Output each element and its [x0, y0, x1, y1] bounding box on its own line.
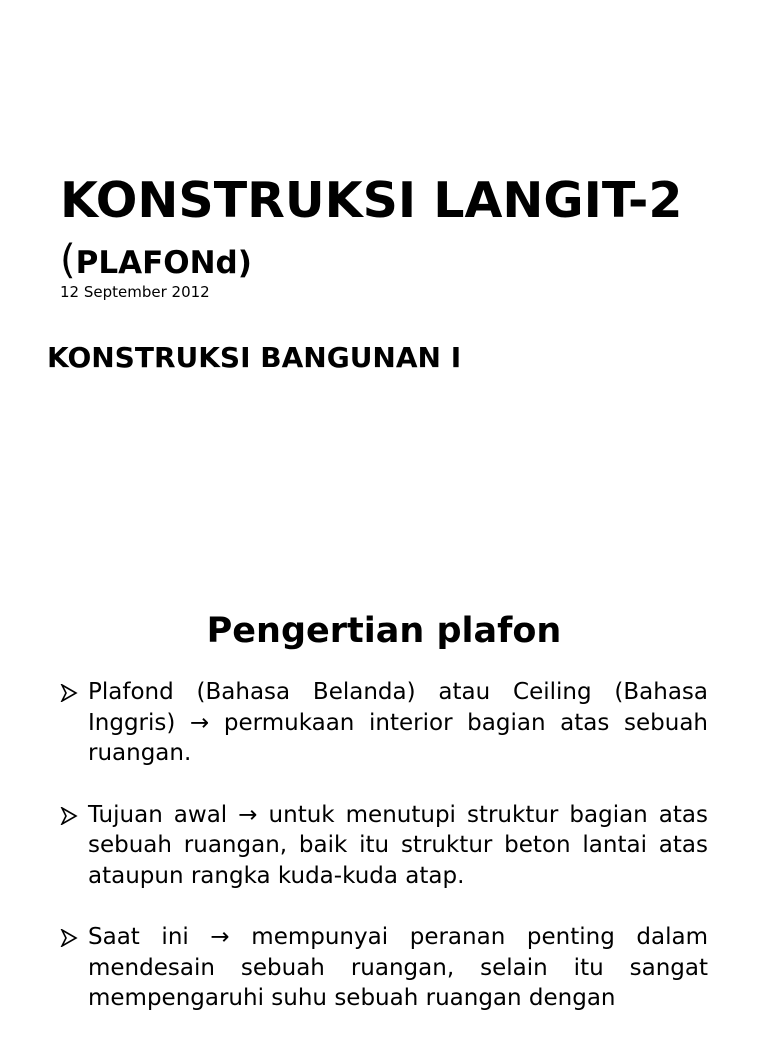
bullet-text: Tujuan awal → untuk menutupi struktur bagian atas sebuah ruangan, baik itu struktur beton lantai atas ataupun rangka kuda-kuda atap. [88, 801, 708, 889]
subtitle-text: PLAFONd) [75, 245, 252, 281]
course-name: KONSTRUKSI BANGUNAN I [47, 341, 462, 374]
arrowhead-bullet-icon [60, 807, 78, 825]
section-heading: Pengertian plafon [206, 611, 562, 651]
subtitle-open-paren: ( [60, 237, 76, 283]
slide-date: 12 September 2012 [60, 283, 210, 301]
bullet-item [60, 922, 708, 1014]
arrowhead-bullet-icon [60, 929, 78, 947]
bullet-list [60, 677, 708, 1045]
arrowhead-bullet-icon [60, 684, 78, 702]
slide-title: KONSTRUKSI LANGIT-2 [60, 172, 683, 229]
bullet-item [60, 800, 708, 892]
bullet-item [60, 677, 708, 769]
bullet-text: Plafond (Bahasa Belanda) atau Ceiling (Bahasa Inggris) → permukaan interior bagian atas sebuah ruangan. [88, 679, 708, 766]
bullet-text: Saat ini → mempunyai peranan penting dalam mendesain sebuah ruangan, selain itu sangat mempengaruhi suhu sebuah ruangan dengan [88, 924, 708, 1011]
